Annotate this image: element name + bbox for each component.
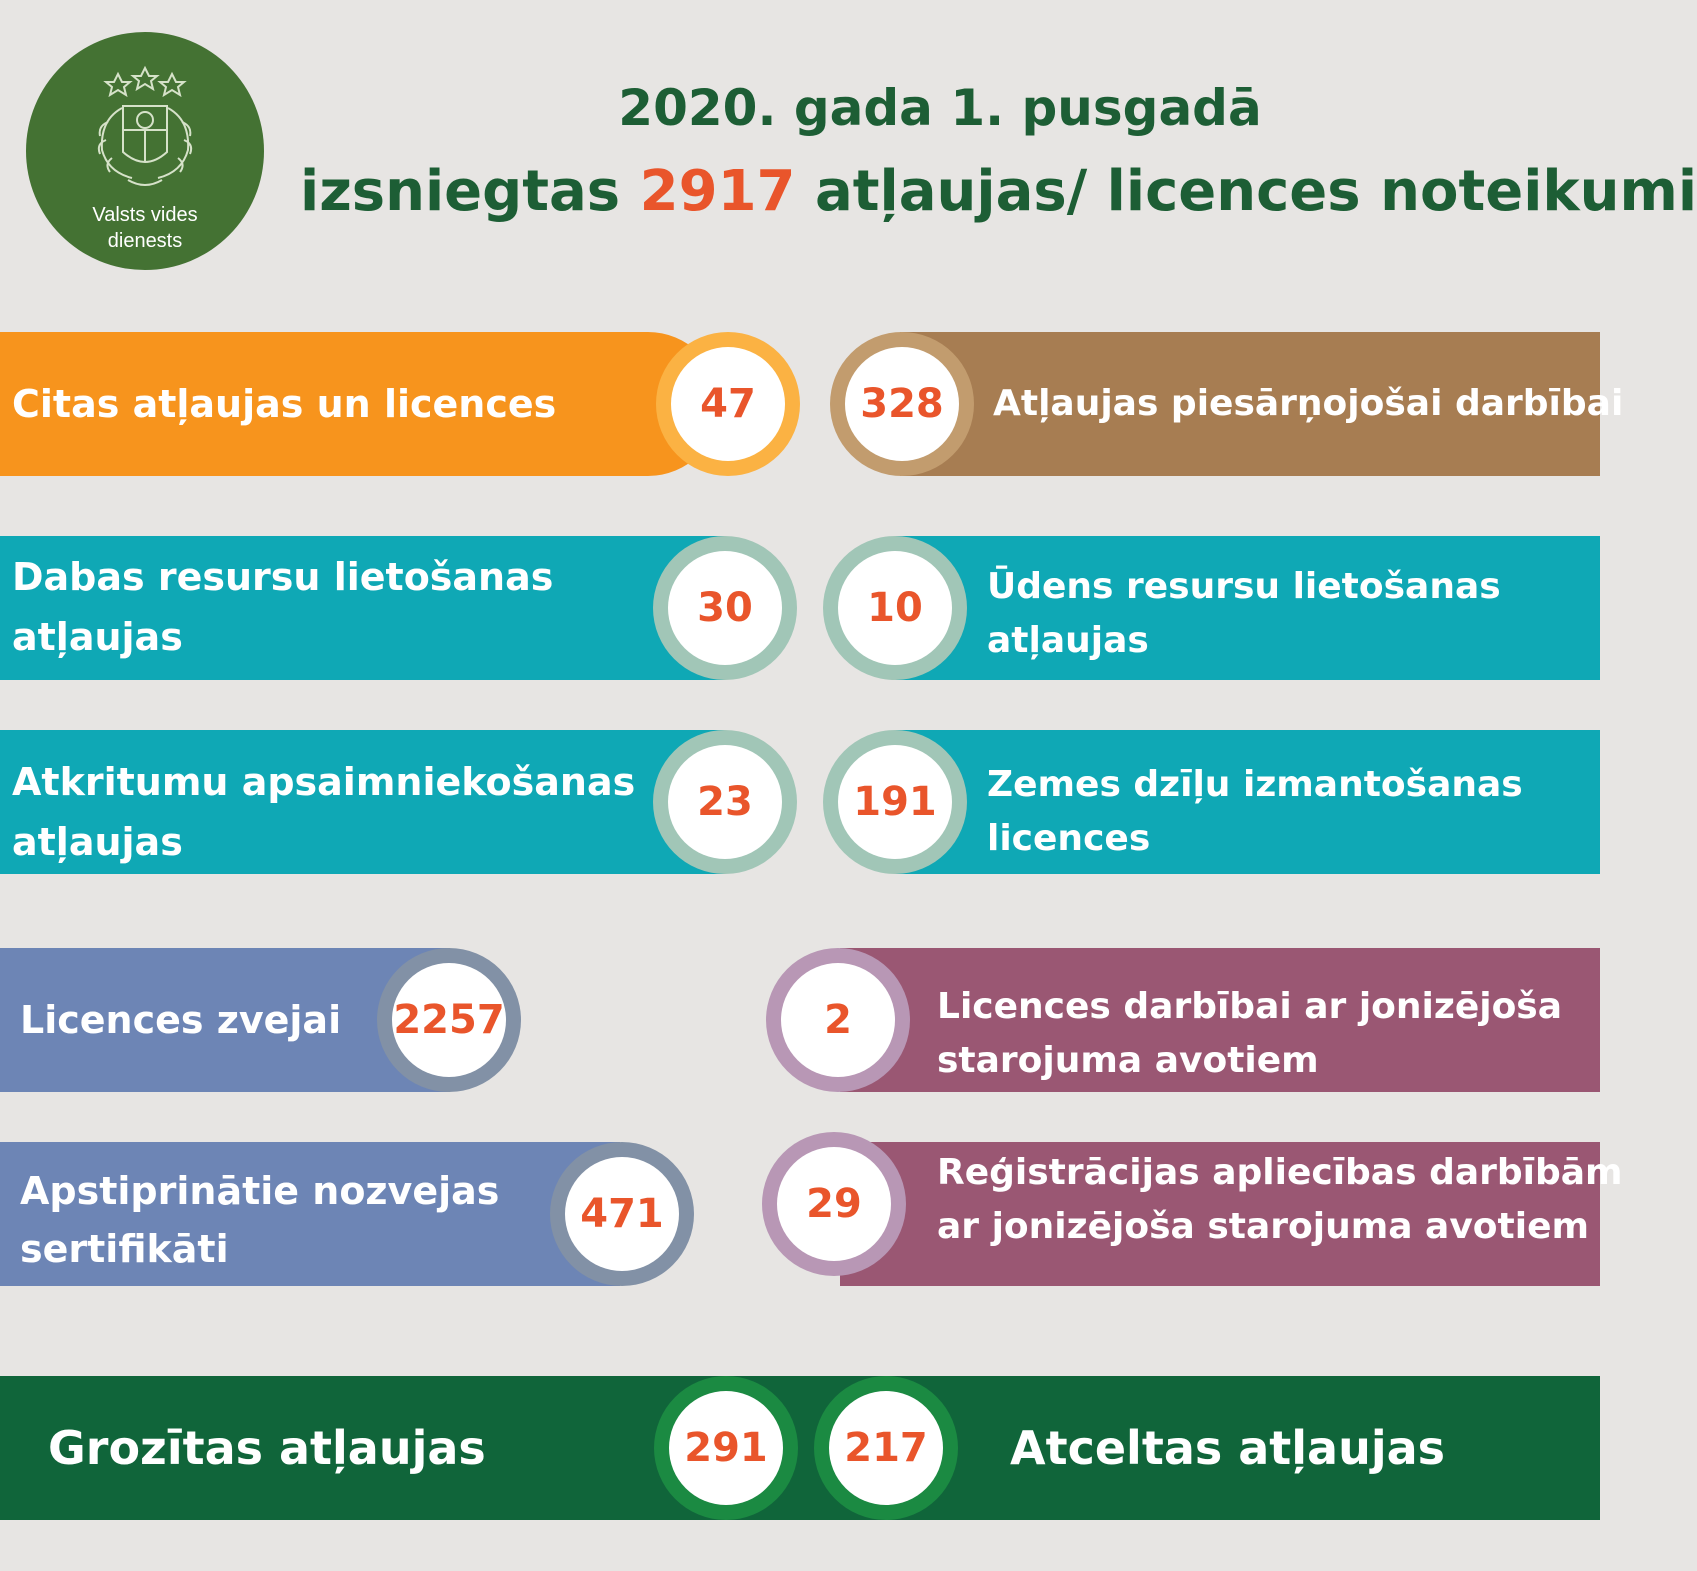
- label-registracijas: [937, 1146, 1623, 1254]
- label-grozitas: Grozītas atļaujas: [48, 1421, 486, 1475]
- label-zvejai: Licences zvejai: [20, 998, 342, 1042]
- value-jonizejosa: 2: [781, 963, 895, 1077]
- label-citas: Citas atļaujas un licences: [12, 382, 557, 426]
- label-udens: [987, 560, 1501, 668]
- label-zemes-line2: licences: [987, 818, 1151, 859]
- total-count: 2917: [639, 159, 796, 224]
- value-zvejai: 2257: [392, 963, 506, 1077]
- label-jonizejosa-line1: Licences darbībai ar jonizējoša: [937, 986, 1563, 1027]
- label-udens-line2: atļaujas: [987, 620, 1149, 661]
- value-zemes: 191: [838, 745, 952, 859]
- label-jonizejosa: [937, 980, 1562, 1088]
- label-atceltas: Atceltas atļaujas: [1010, 1421, 1446, 1475]
- label-udens-line1: Ūdens resursu lietošanas: [987, 566, 1501, 607]
- label-registracijas-line1: Reģistrācijas apliecības darbībām: [937, 1152, 1623, 1193]
- value-grozitas: 291: [669, 1391, 783, 1505]
- label-dabas-line1: Dabas resursu lietošanas: [12, 555, 554, 599]
- value-dabas: 30: [668, 551, 782, 665]
- label-nozvejas-line2: sertifikāti: [20, 1227, 229, 1271]
- value-registracijas: 29: [777, 1147, 891, 1261]
- value-atkritumu: 23: [668, 745, 782, 859]
- label-registracijas-line2: ar jonizējoša starojuma avotiem: [937, 1206, 1590, 1247]
- label-piesarnojosai: Atļaujas piesārņojošai darbībai: [993, 383, 1624, 424]
- coat-of-arms-icon: [78, 60, 212, 200]
- value-citas: 47: [671, 347, 785, 461]
- label-jonizejosa-line2: starojuma avotiem: [937, 1040, 1319, 1081]
- value-piesarnojosai: 328: [845, 347, 959, 461]
- label-atkritumu: [12, 752, 635, 872]
- value-udens: 10: [838, 551, 952, 665]
- subtitle-suffix: atļaujas/ licences noteikumi: [795, 159, 1697, 224]
- logo: [26, 32, 264, 270]
- label-atkritumu-line2: atļaujas: [12, 820, 183, 864]
- subtitle-prefix: izsniegtas: [300, 159, 640, 224]
- logo-text-line1: Valsts vides: [92, 204, 198, 226]
- label-nozvejas: [20, 1162, 499, 1278]
- value-nozvejas: 471: [565, 1157, 679, 1271]
- label-zemes-line1: Zemes dzīļu izmantošanas: [987, 764, 1523, 805]
- label-zemes: [987, 758, 1523, 866]
- value-atceltas: 217: [829, 1391, 943, 1505]
- label-nozvejas-line1: Apstiprinātie nozvejas: [20, 1169, 500, 1213]
- label-dabas-line2: atļaujas: [12, 615, 183, 659]
- logo-text-line2: dienests: [107, 230, 183, 252]
- page-subtitle: [300, 156, 1697, 228]
- page-title: 2020. gada 1. pusgadā: [618, 79, 1262, 137]
- label-dabas: [12, 547, 553, 667]
- label-atkritumu-line1: Atkritumu apsaimniekošanas: [12, 760, 636, 804]
